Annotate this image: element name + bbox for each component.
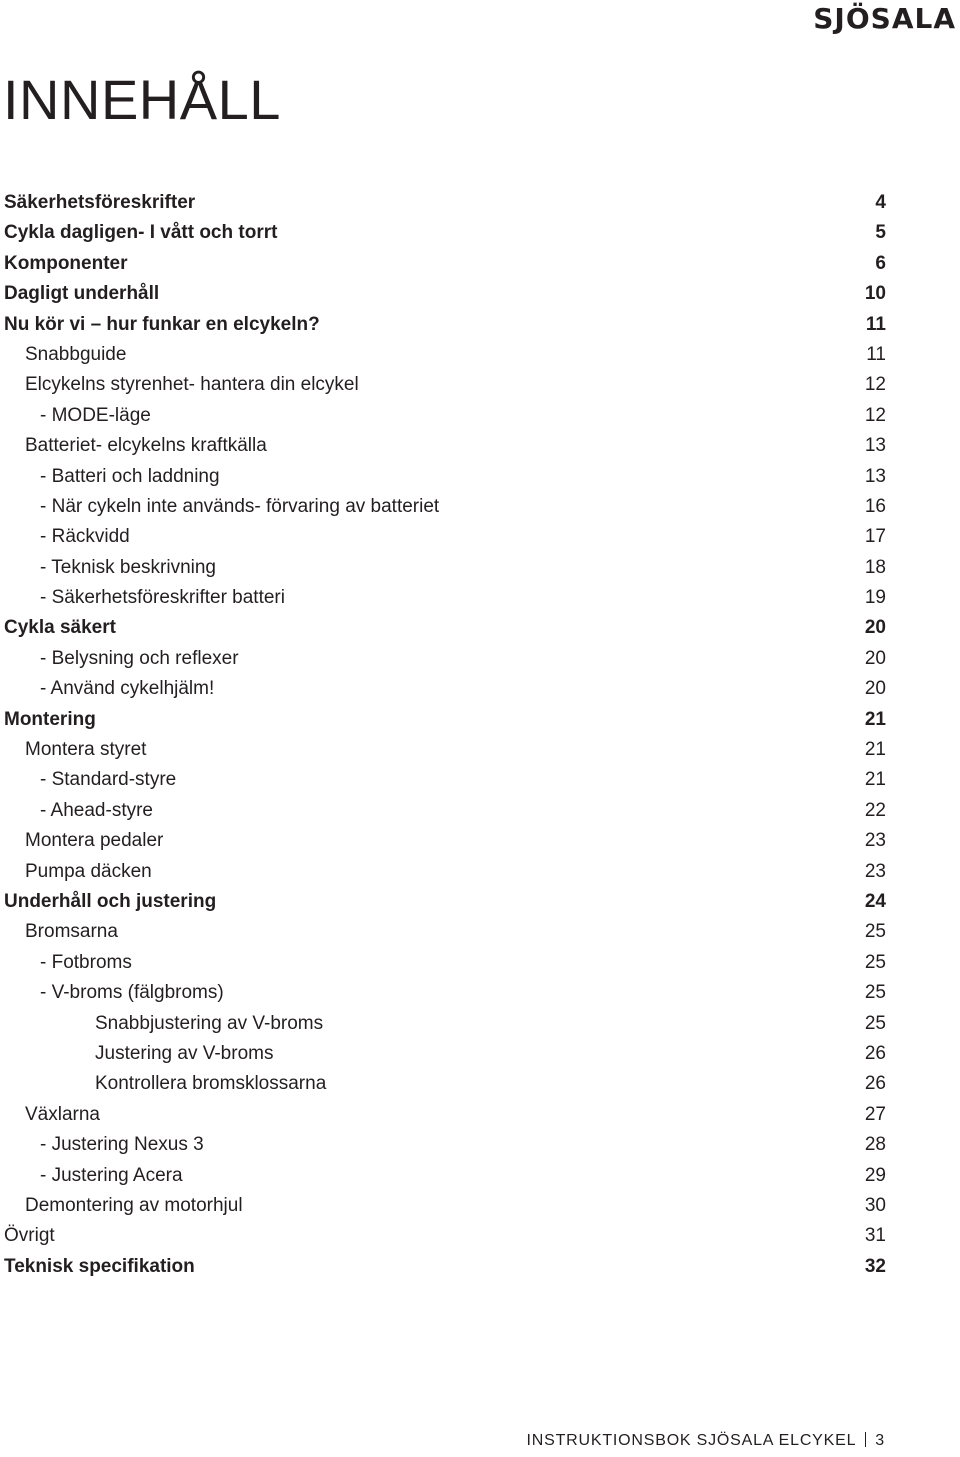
toc-entry-page: 10 <box>864 283 886 305</box>
toc-entry <box>4 1069 886 1099</box>
toc-entry <box>4 735 886 765</box>
toc-entry-page: 11 <box>865 313 886 335</box>
toc-entry-label: - Justering Nexus 3 <box>40 1134 204 1156</box>
toc-entry-page: 12 <box>864 404 886 426</box>
toc-entry <box>4 218 886 248</box>
toc-entry-label: - Belysning och reflexer <box>40 647 239 669</box>
toc-entry <box>4 370 886 400</box>
toc-entry-page: 24 <box>864 890 886 912</box>
toc-entry <box>4 1130 886 1160</box>
toc-entry-label: - V-broms (fälgbroms) <box>40 982 224 1004</box>
toc-entry <box>4 249 886 279</box>
toc-entry-page: 17 <box>864 526 886 548</box>
toc-entry-label: Batteriet- elcykelns kraftkälla <box>25 435 267 457</box>
toc-entry-label: Övrigt <box>4 1225 55 1247</box>
toc-entry-page: 23 <box>864 830 886 852</box>
toc-entry <box>4 401 886 431</box>
toc-entry-page: 25 <box>864 1012 886 1034</box>
toc-entry <box>4 1039 886 1069</box>
toc-entry-page: 18 <box>864 556 886 578</box>
toc-entry-page: 29 <box>864 1164 886 1186</box>
toc-entry-page: 21 <box>864 769 886 791</box>
toc-entry <box>4 796 886 826</box>
footer-divider <box>865 1432 866 1447</box>
toc-entry-page: 30 <box>864 1194 886 1216</box>
table-of-contents <box>4 188 886 1282</box>
toc-entry <box>4 188 886 218</box>
toc-entry-label: - Räckvidd <box>40 526 130 548</box>
toc-entry-label: Montera pedaler <box>25 830 164 852</box>
toc-entry-label: Underhåll och justering <box>4 890 217 912</box>
page-footer <box>527 1432 886 1450</box>
footer-page-number: 3 <box>875 1432 885 1449</box>
toc-entry-page: 13 <box>864 465 886 487</box>
toc-entry <box>4 705 886 735</box>
toc-entry <box>4 279 886 309</box>
toc-entry-label: - När cykeln inte används- förvaring av batteriet <box>40 495 440 517</box>
toc-entry <box>4 674 886 704</box>
toc-entry <box>4 948 886 978</box>
toc-entry <box>4 613 886 643</box>
toc-entry-label: Säkerhetsföreskrifter <box>4 192 196 213</box>
toc-entry-label: Växlarna <box>25 1103 100 1125</box>
toc-entry-label: - Fotbroms <box>40 951 132 973</box>
toc-entry-label: - Använd cykelhjälm! <box>40 678 215 700</box>
toc-entry-label: Montera styret <box>25 739 147 761</box>
page-title: INNEHÅLL <box>3 68 281 131</box>
toc-entry-page: 20 <box>864 617 886 639</box>
toc-entry-page: 16 <box>864 495 886 517</box>
toc-entry-page: 6 <box>875 252 886 274</box>
toc-entry-page: 26 <box>864 1073 886 1095</box>
toc-entry-label: Dagligt underhåll <box>4 283 160 305</box>
toc-entry-page: 25 <box>864 982 886 1004</box>
toc-entry-page: 22 <box>864 799 886 821</box>
toc-entry-page: 21 <box>864 739 886 761</box>
toc-entry-label: Montering <box>4 708 96 730</box>
toc-entry-page: 19 <box>864 587 886 609</box>
toc-entry-label: Nu kör vi – hur funkar en elcykeln? <box>4 313 320 335</box>
toc-entry-page: 28 <box>864 1134 886 1156</box>
toc-entry-label: - Teknisk beskrivning <box>40 556 217 578</box>
toc-entry <box>4 1161 886 1191</box>
toc-entry-page: 20 <box>864 647 886 669</box>
toc-entry-label: - Säkerhetsföreskrifter batteri <box>40 587 285 609</box>
toc-entry <box>4 462 886 492</box>
toc-entry-label: Demontering av motorhjul <box>25 1194 243 1216</box>
toc-entry-page: 12 <box>864 374 886 396</box>
toc-entry <box>4 340 886 370</box>
toc-entry-page: 26 <box>864 1042 886 1064</box>
toc-entry-label: Elcykelns styrenhet- hantera din elcykel <box>25 374 359 396</box>
toc-entry <box>4 765 886 795</box>
toc-entry-page: 5 <box>875 222 886 244</box>
toc-entry <box>4 1009 886 1039</box>
toc-entry-label: Snabbguide <box>25 343 127 365</box>
toc-entry-page: 27 <box>864 1103 886 1125</box>
toc-entry-page: 4 <box>875 192 886 213</box>
toc-entry <box>4 644 886 674</box>
toc-entry <box>4 1100 886 1130</box>
toc-entry-label: - Standard-styre <box>40 769 177 791</box>
toc-entry <box>4 492 886 522</box>
toc-entry-label: Snabbjustering av V-broms <box>95 1012 324 1034</box>
toc-entry-page: 23 <box>864 860 886 882</box>
toc-entry <box>4 887 886 917</box>
toc-entry-label: Bromsarna <box>25 921 118 943</box>
toc-entry-label: Kontrollera bromsklossarna <box>95 1073 327 1095</box>
toc-entry <box>4 431 886 461</box>
toc-entry <box>4 1191 886 1221</box>
toc-entry <box>4 553 886 583</box>
toc-entry <box>4 917 886 947</box>
toc-entry <box>4 1221 886 1251</box>
toc-entry <box>4 826 886 856</box>
toc-entry <box>4 583 886 613</box>
footer-text: INSTRUKTIONSBOK SJÖSALA ELCYKEL <box>526 1432 857 1449</box>
toc-entry-label: Justering av V-broms <box>95 1042 274 1064</box>
toc-entry <box>4 310 886 340</box>
toc-entry-page: 32 <box>864 1255 886 1277</box>
toc-entry <box>4 857 886 887</box>
toc-entry-page: 25 <box>864 951 886 973</box>
toc-entry <box>4 1252 886 1282</box>
toc-entry-label: Cykla dagligen- I vått och torrt <box>4 222 278 244</box>
toc-entry-page: 11 <box>866 343 886 365</box>
toc-entry-label: Komponenter <box>4 252 128 274</box>
toc-entry-page: 31 <box>864 1225 886 1247</box>
toc-entry-page: 20 <box>864 678 886 700</box>
toc-entry-label: - Ahead-styre <box>40 799 153 821</box>
brand-logo: SJÖSALA <box>813 2 956 35</box>
toc-entry <box>4 522 886 552</box>
toc-entry-label: - Justering Acera <box>40 1164 183 1186</box>
toc-entry-label: Pumpa däcken <box>25 860 152 882</box>
toc-entry-label: Teknisk specifikation <box>4 1255 195 1277</box>
toc-entry-label: - Batteri och laddning <box>40 465 220 487</box>
toc-entry-label: - MODE-läge <box>40 404 151 426</box>
toc-entry <box>4 978 886 1008</box>
toc-entry-page: 13 <box>864 435 886 457</box>
toc-entry-page: 25 <box>864 921 886 943</box>
toc-entry-label: Cykla säkert <box>4 617 116 639</box>
toc-entry-page: 21 <box>864 708 886 730</box>
